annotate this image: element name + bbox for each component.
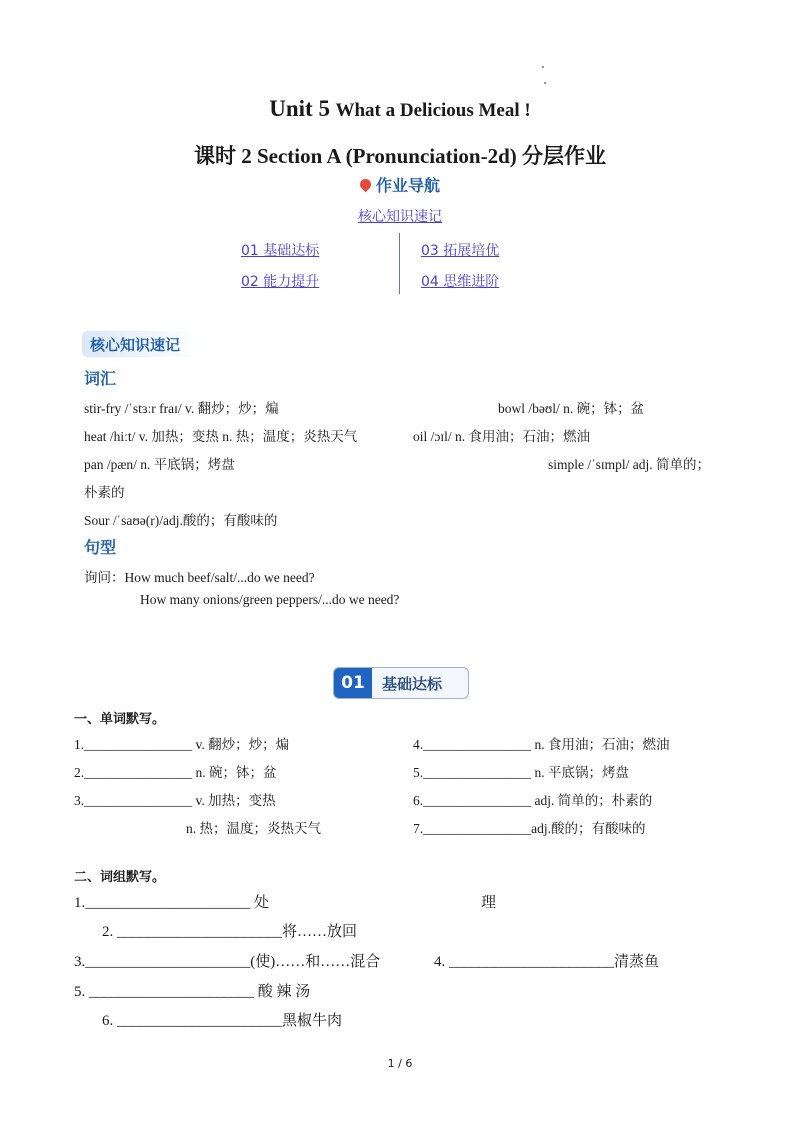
sentence-heading: 句型 <box>84 538 117 557</box>
nav-link-core[interactable]: 核心知识速记 <box>358 209 442 225</box>
nav-heading <box>0 173 800 196</box>
sentence-item: How many onions/green peppers/...do we need? <box>140 592 400 607</box>
question-2-title: 二、词组默写。 <box>74 870 166 885</box>
page-subtitle: 课时 2 Section A (Pronunciation-2d) 分层作业 <box>193 144 607 168</box>
section-number: 01 <box>334 668 372 698</box>
vocab-item: simple /ˈsɪmpl/ adj. 简单的； <box>548 457 710 472</box>
nav-link-01[interactable]: 01 基础达标 <box>241 243 320 259</box>
location-pin-icon <box>358 177 374 193</box>
word-blank[interactable]: 3.________________ v. 加热；变热 <box>74 793 276 808</box>
vocab-item: heat /hiːt/ v. 加热；变热 n. 热；温度；炎热天气 <box>84 429 358 444</box>
page-title <box>0 96 800 122</box>
section-label: 基础达标 <box>382 675 443 693</box>
page-number: 1 / 6 <box>387 1057 413 1070</box>
nav-link-04[interactable]: 04 思维进阶 <box>421 274 500 290</box>
vocab-item: pan /pæn/ n. 平底锅；烤盘 <box>84 457 235 472</box>
word-blank[interactable]: 6.________________ adj. 简单的；朴素的 <box>413 793 653 808</box>
nav-divider <box>399 233 400 294</box>
vocab-heading: 词汇 <box>84 369 117 388</box>
stray-mark <box>542 66 544 68</box>
word-blank[interactable]: 5.________________ n. 平底锅；烤盘 <box>413 765 629 780</box>
core-badge-text: 核心知识速记 <box>90 336 181 354</box>
phrase-blank[interactable]: 2. ______________________将……放回 <box>102 924 358 940</box>
sentence-item: 询问：How much beef/salt/...do we need? <box>84 570 315 585</box>
nav-link-02[interactable]: 02 能力提升 <box>241 274 320 290</box>
phrase-blank[interactable]: 4. ______________________清蒸鱼 <box>434 954 660 970</box>
title-unit: Unit 5 <box>269 96 330 121</box>
vocab-item: 朴素的 <box>84 485 125 500</box>
phrase-blank[interactable]: 1.______________________ 处 <box>74 895 270 911</box>
phrase-blank[interactable]: 6. ______________________黑椒牛肉 <box>102 1013 343 1029</box>
vocab-item: oil /ɔɪl/ n. 食用油；石油；燃油 <box>413 429 590 444</box>
vocab-item: stir-fry /ˈstɜːr fraɪ/ v. 翻炒；炒；煸 <box>84 401 279 416</box>
nav-heading-text: 作业导航 <box>375 176 440 195</box>
title-rest: What a Delicious Meal ! <box>335 100 531 121</box>
question-1-title: 一、单词默写。 <box>74 712 166 727</box>
word-blank[interactable]: 4.________________ n. 食用油；石油；燃油 <box>413 737 670 752</box>
phrase-blank-cont: 理 <box>481 895 497 911</box>
section-01-badge <box>333 667 469 699</box>
core-knowledge-badge <box>82 331 199 357</box>
word-blank[interactable]: 1.________________ v. 翻炒；炒；煸 <box>74 737 290 752</box>
word-blank[interactable]: 7.________________adj.酸的；有酸味的 <box>413 821 646 836</box>
word-meaning: n. 热；温度；炎热天气 <box>186 821 321 836</box>
phrase-blank[interactable]: 3.______________________(使)……和……混合 <box>74 954 381 970</box>
phrase-blank[interactable]: 5. ______________________ 酸 辣 汤 <box>74 984 311 1000</box>
word-blank[interactable]: 2.________________ n. 碗；钵；盆 <box>74 765 277 780</box>
vocab-item: bowl /bəʊl/ n. 碗；钵；盆 <box>498 401 645 416</box>
nav-link-03[interactable]: 03 拓展培优 <box>421 243 500 259</box>
vocab-item: Sour /ˈsaʊə(r)/adj.酸的；有酸味的 <box>84 513 278 528</box>
stray-mark <box>544 82 546 84</box>
